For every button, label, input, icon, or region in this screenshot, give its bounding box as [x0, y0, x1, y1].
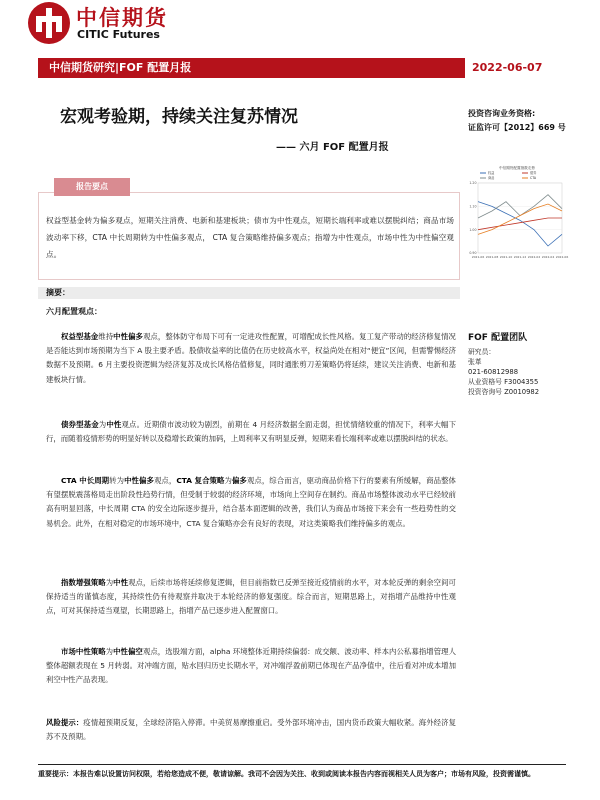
qualification-label: 投资咨询业务资格: [468, 109, 536, 118]
index-mid: 为 [105, 578, 114, 587]
chart-legend-label: 商品 [488, 176, 495, 181]
index-lead: 指数增强策略 [61, 578, 106, 587]
neutral-view: 中性偏空 [113, 647, 143, 656]
researcher-cert-2: 投资咨询号 Z0010982 [468, 388, 540, 396]
footer-notice [38, 768, 566, 780]
risk-label: 风险提示： [46, 718, 84, 727]
bond-text: 观点。近期债市波动较为剧烈，前期在 4 月经济数据全面走弱，担忧情绪较重的情况下，利率大幅下行，而随着疫情形势的明显好转以及稳增长政策的加码，上周利率又有明显反弹，短期来看长端利率或难以摆脱纠结的状态。 [46, 420, 456, 444]
footer-divider [38, 764, 566, 765]
chart-svg [468, 163, 569, 263]
cta-view2: 偏多 [231, 476, 247, 485]
bond-mid: 为 [98, 420, 107, 429]
neutral-lead: 市场中性策略 [61, 647, 106, 656]
index-view: 中性 [113, 578, 129, 587]
summary-tag: 报告要点 [54, 178, 130, 196]
bond-view: 中性 [106, 420, 122, 429]
report-banner: 中信期货研究|FOF 配置月报 [38, 58, 465, 78]
page-title: 宏观考验期，持续关注复苏情况 [60, 107, 298, 127]
paragraph-equity [46, 330, 456, 387]
equity-lead: 权益型基金 [61, 332, 99, 341]
researcher-phone: 021-60812988 [468, 368, 519, 376]
cta-lead: CTA 中长周期 [61, 476, 110, 485]
chart-x-tick-label: 2021-10 [499, 255, 513, 259]
footer-text: 本报告难以设置访问权限，若给您造成不便，敬请谅解。我司不会因为关注、收到或阅读本报告内容而视相关人员为客户；市场有风险，投资需谨慎。 [73, 770, 535, 778]
paragraph-index-enhance [46, 576, 456, 619]
paragraph-cta [46, 474, 456, 531]
chart-y-tick-label: 1.10 [469, 204, 477, 209]
chart-x-tick-label: 2022-04 [541, 255, 555, 259]
researcher-role: 研究员： [468, 348, 496, 356]
chart-y-tick-label: 1.20 [469, 181, 477, 186]
cta-view: 中性偏多 [124, 476, 154, 485]
chart-x-tick-label: 2021-12 [513, 255, 527, 259]
chart-legend-label: CTA [530, 176, 537, 181]
equity-text: 观点，整体防守布局下可有一定进攻性配置，可增配成长性风格。复工复产带动的经济修复情况是否能达到市场预期为当下 A 股主要矛盾。股债收益率的比值仍在历史较高水平，权益尚处在相对“便宜”区间，但需警惕经济数据不及预期。6 月主要投资逻辑为经济复苏及成长风格估值修复，同时通胀剪刀差策略仍将延续，建议关注消费、电新和基建板块行情。 [46, 332, 456, 384]
cta-mid: 转为 [109, 476, 125, 485]
logo-chinese-name: 中信期货 [76, 6, 168, 30]
cta-lead2: CTA 复合策略 [176, 476, 225, 485]
chart-x-tick-label: 2022-06 [555, 255, 569, 259]
index-trend-chart [468, 163, 569, 263]
logo-english-name: CITIC Futures [77, 28, 160, 41]
cta-text: 观点，综合而言，驱动商品价格下行的要素有所缓解，商品整体有望摆脱震荡格局走出阶段性趋势行情，但受制于较弱的经济环境，市场向上空间存在制约。商品市场整体波动水平已经较前高有明显回落，中长周期 CTA 的安全边际逐步提升，结合基本面逻辑的改善，我们认为商品市场接下来会有一些趋势性的交易机会。此外，在相对稳定的市场环境中，CTA 复合策略亦会有良好的表现，对这类策略我们维持偏多的观点。 [46, 476, 456, 528]
researcher-name: 张革 [468, 358, 482, 366]
chart-y-tick-label: 0.90 [469, 251, 477, 256]
chart-legend-label: 债券 [530, 171, 537, 176]
chart-x-tick-label: 2021-08 [485, 255, 499, 259]
team-title: FOF 配置团队 [468, 333, 528, 343]
neutral-mid: 为 [105, 647, 114, 656]
chart-x-tick-label: 2021-06 [471, 255, 485, 259]
risk-text: 疫情超预期反复，全球经济陷入停滞。中美贸易摩擦重启。受外部环境冲击，国内货币政策大幅收紧。海外经济复苏不及预期。 [46, 718, 456, 742]
report-date: 2022-06-07 [472, 61, 543, 74]
footer-label: 重要提示： [38, 770, 73, 778]
chart-y-tick-label: 1.00 [469, 227, 477, 232]
equity-mid: 维持 [98, 332, 114, 341]
chart-legend-label: 权益 [488, 171, 495, 176]
abstract-intro: 六月配置观点： [46, 307, 102, 316]
abstract-label: 摘要： [46, 288, 70, 297]
company-logo-icon [28, 2, 70, 44]
qualification-license: 证监许可【2012】669 号 [468, 123, 566, 132]
page-subtitle: —— 六月 FOF 配置月报 [276, 142, 389, 153]
risk-warning [46, 716, 456, 744]
chart-series-line [478, 218, 562, 230]
summary-text: 权益型基金转为偏多观点，短期关注消费、电新和基建板块；债市为中性观点，短期长端利率或难以摆脱纠结；商品市场波动率下移，CTA 中长周期转为中性偏多观点， CTA 复合策略维持偏多观点；指增为中性观点，市场中性为中性偏空观点。 [46, 216, 454, 259]
abstract-bar [38, 287, 460, 299]
researcher-cert-1: 从业资格号 F3004355 [468, 378, 539, 386]
chart-title: 中信期货配置指数走势 [499, 166, 535, 170]
paragraph-market-neutral [46, 645, 456, 688]
cta-mid3: 为 [224, 476, 232, 485]
equity-view: 中性偏多 [113, 332, 143, 341]
cta-mid2: 观点， [153, 476, 177, 485]
bond-lead: 债券型基金 [61, 420, 99, 429]
paragraph-bond [46, 418, 456, 446]
neutral-text: 观点，选股端方面，alpha 环境整体近期持续偏弱：成交额、波动率、样本内公私募指增管理人整体超额表现在 5 月转弱。对冲端方面，贴水回归历史长期水平，对冲端浮盈前期已体现在产品净值中，往后看对冲成本增加利空中性产品表现。 [46, 647, 456, 685]
chart-x-tick-label: 2022-02 [527, 255, 541, 259]
chart-series-line [478, 202, 562, 246]
index-text: 观点，后续市场将延续修复逻辑，但目前指数已反弹至接近疫情前的水平，对本轮反弹的剩余空间可保持适当的谨慎态度，其持续性仍有待观察并取决于本轮经济的修复强度。综合而言，短期思路上，对指增产品维持中性观点，可对其保持适当观望，长期思路上，指增产品已逐步进入配置窗口。 [46, 578, 456, 616]
